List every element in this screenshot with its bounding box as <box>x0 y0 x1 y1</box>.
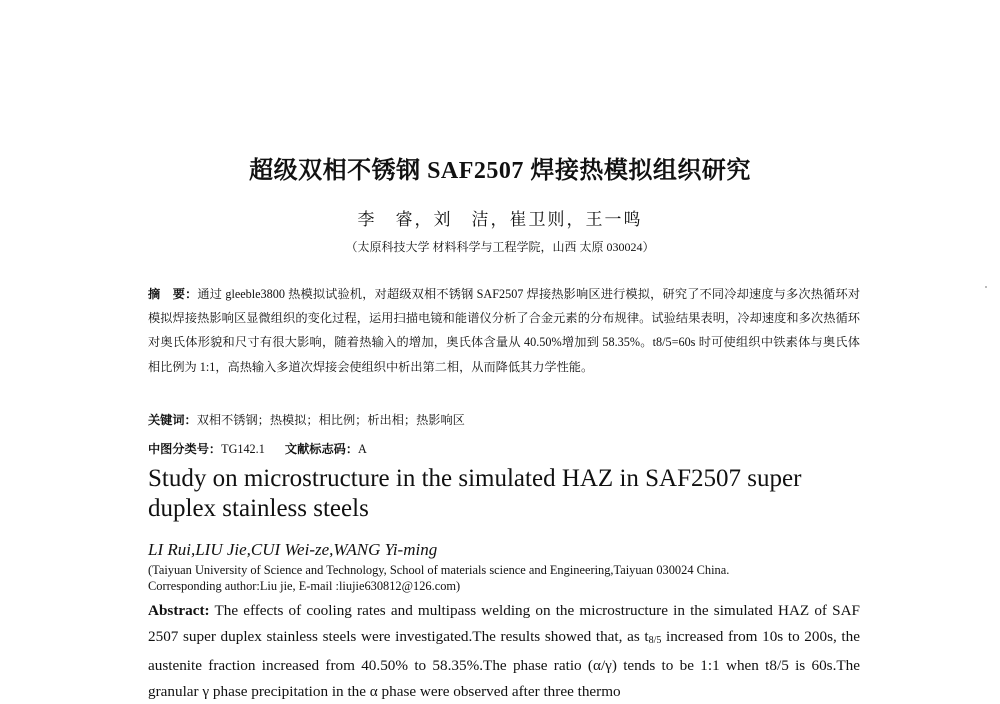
english-authors: LI Rui,LIU Jie,CUI Wei-ze,WANG Yi-ming <box>148 540 438 559</box>
english-affiliation <box>148 562 860 594</box>
english-affiliation-line1: (Taiyuan University of Science and Technology, School of materials science and Engineering,Taiyuan 030024 China. <box>148 563 730 577</box>
english-abstract-text-1: The effects of cooling rates and multipass welding on the microstructure in the simulated HAZ of SAF 2507 super duplex stainless steels were investigated.The results showed that, as t <box>148 602 860 645</box>
keywords-label: 关键词： <box>148 413 197 427</box>
classification-label: 中图分类号： <box>148 442 222 456</box>
english-abstract-subscript: 8/5 <box>648 634 662 646</box>
document-code-value: A <box>358 442 367 456</box>
document-code-label: 文献标志码： <box>284 442 359 456</box>
english-abstract-text-2: increased from 10s to 200s, the austenite fraction increased from 40.50% to 58.35%.The phase ratio (α/γ) tends to be 1:1 when t8/5 is 60s.The granular γ phase precipitation in the α phase were observed after three thermo <box>148 627 860 700</box>
english-abstract <box>148 598 860 704</box>
chinese-affiliation: （太原科技大学 材料科学与工程学院，山西 太原 030024） <box>345 240 655 254</box>
keywords-text: 双相不锈钢；热模拟；相比例；析出相；热影响区 <box>196 413 465 427</box>
chinese-title: 超级双相不锈钢 SAF2507 焊接热模拟组织研究 <box>249 158 751 184</box>
chinese-abstract <box>148 282 860 379</box>
scan-speck <box>985 286 987 288</box>
english-abstract-label: Abstract: <box>148 602 210 619</box>
english-title: Study on microstructure in the simulated HAZ in SAF2507 super duplex stainless steels <box>148 465 802 522</box>
chinese-keywords <box>148 408 860 432</box>
classification-line <box>148 437 860 461</box>
chinese-authors: 李 睿，刘 洁，崔卫则，王一鸣 <box>357 210 643 229</box>
chinese-abstract-label: 摘 要： <box>148 287 198 301</box>
chinese-abstract-text: 通过 gleeble3800 热模拟试验机，对超级双相不锈钢 SAF2507 焊接热影响区进行模拟，研究了不同冷却速度与多次热循环对模拟焊接热影响区显微组织的变化过程，运用扫描电镜和能谱仪分析了合金元素的分布规律。试验结果表明，冷却速度和多次热循环对奥氏体形貌和尺寸有很大影响，随着热输入的增加，奥氏体含量从 40.50%增加到 58.35%。t8/5=60s 时可使组织中铁素体与奥氏体相比例为 1:1，高热输入多道次焊接会使组织中析出第二相，从而降低其力学性能。 <box>148 287 861 374</box>
classification-value: TG142.1 <box>221 442 265 456</box>
english-affiliation-line2: Corresponding author:Liu jie, E-mail :liujie630812@126.com) <box>148 579 461 593</box>
